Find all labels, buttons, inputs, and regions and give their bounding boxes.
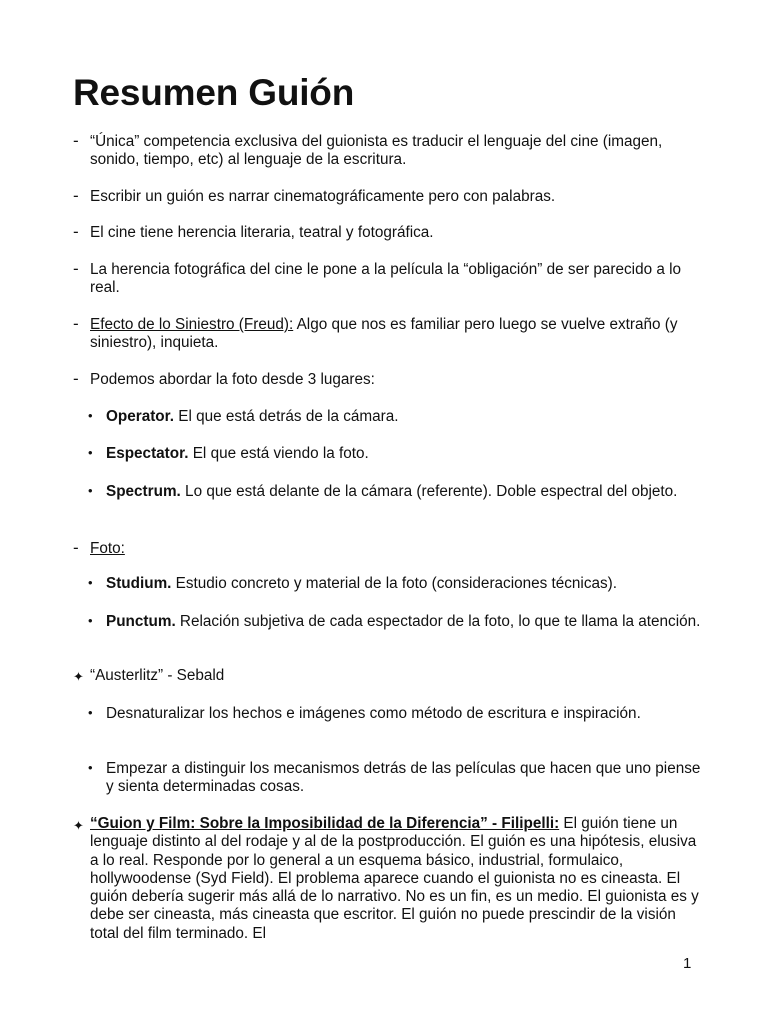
subitem-spectrum xyxy=(106,483,706,501)
dash-bullet: - xyxy=(73,259,79,278)
subitem-operator xyxy=(106,408,706,426)
paragraph-unica: “Única” competencia exclusiva del guionista es traducir el lenguaje del cine (imagen, sonido, tiempo, etc) al lenguaje de la escritura. xyxy=(90,133,663,169)
filipelli-text: El guión tiene un lenguaje distinto al del rodaje y al de la postproducción. El guión es una hipótesis, elusiva a lo real. Responde por lo general a un esquema básico, industrial, formulaico, hollywoodense (Syd Field). El problema aparece cuando el guionista no es cineasta. El guión debería sugerir más allá de lo narrativo. No es un fin, es un medio. El guionista es y debe ser cineasta, más cineasta que escritor. El guión no puede prescindir de la visión total del film terminado. El xyxy=(90,815,699,942)
dash-bullet: - xyxy=(73,222,79,241)
subitem-empezar: Empezar a distinguir los mecanismos detrás de las películas que hacen que uno piense y sienta determinadas cosas. xyxy=(106,760,701,796)
paragraph-filipelli xyxy=(90,815,702,943)
spectrum-text: Lo que está delante de la cámara (referente). Doble espectral del objeto. xyxy=(180,483,678,500)
dot-bullet: • xyxy=(88,575,93,590)
paragraph-escribir: Escribir un guión es narrar cinematográficamente pero con palabras. xyxy=(90,188,556,205)
paragraph-siniestro xyxy=(90,316,700,353)
paragraph-austerlitz: “Austerlitz” - Sebald xyxy=(90,667,225,684)
subitem-studium xyxy=(106,575,706,593)
dot-bullet: • xyxy=(88,760,93,775)
dash-bullet: - xyxy=(73,314,79,333)
operator-label: Operator. xyxy=(106,408,175,425)
siniestro-text: Algo que nos es familiar pero luego se vuelve extraño (y siniestro), inquieta. xyxy=(90,316,678,352)
dot-bullet: • xyxy=(88,445,93,460)
spectrum-label: Spectrum. xyxy=(106,483,181,500)
punctum-text: Relación subjetiva de cada espectador de la foto, lo que te llama la atención. xyxy=(175,613,701,630)
siniestro-label: Efecto de lo Siniestro (Freud): xyxy=(90,316,294,333)
studium-text: Estudio concreto y material de la foto (consideraciones técnicas). xyxy=(171,575,617,592)
dash-bullet: - xyxy=(73,538,79,557)
dot-bullet: • xyxy=(88,613,93,628)
subitem-espectator xyxy=(106,445,706,463)
operator-text: El que está detrás de la cámara. xyxy=(174,408,399,425)
paragraph-abordar: Podemos abordar la foto desde 3 lugares: xyxy=(90,371,375,388)
filipelli-label: “Guion y Film: Sobre la Imposibilidad de la Diferencia” - Filipelli: xyxy=(90,815,560,832)
dash-bullet: - xyxy=(73,186,79,205)
foto-label: Foto: xyxy=(90,540,125,557)
dot-bullet: • xyxy=(88,483,93,498)
paragraph-foto xyxy=(90,540,700,558)
paragraph-herencia: El cine tiene herencia literaria, teatral y fotográfica. xyxy=(90,224,434,241)
page-title: Resumen Guión xyxy=(73,72,355,113)
punctum-label: Punctum. xyxy=(106,613,176,630)
subitem-desnaturalizar: Desnaturalizar los hechos e imágenes como método de escritura e inspiración. xyxy=(106,705,641,722)
espectator-text: El que está viendo la foto. xyxy=(188,445,369,462)
dot-bullet: • xyxy=(88,408,93,423)
dash-bullet: - xyxy=(73,131,79,150)
subitem-punctum xyxy=(106,613,706,631)
star-bullet: ✦ xyxy=(73,669,84,684)
dash-bullet: - xyxy=(73,369,79,388)
dot-bullet: • xyxy=(88,705,93,720)
page-number: 1 xyxy=(683,955,692,972)
paragraph-herencia-fotografica: La herencia fotográfica del cine le pone a la película la “obligación” de ser parecido a lo real. xyxy=(90,261,682,297)
espectator-label: Espectator. xyxy=(106,445,189,462)
studium-label: Studium. xyxy=(106,575,172,592)
star-bullet: ✦ xyxy=(73,818,84,833)
